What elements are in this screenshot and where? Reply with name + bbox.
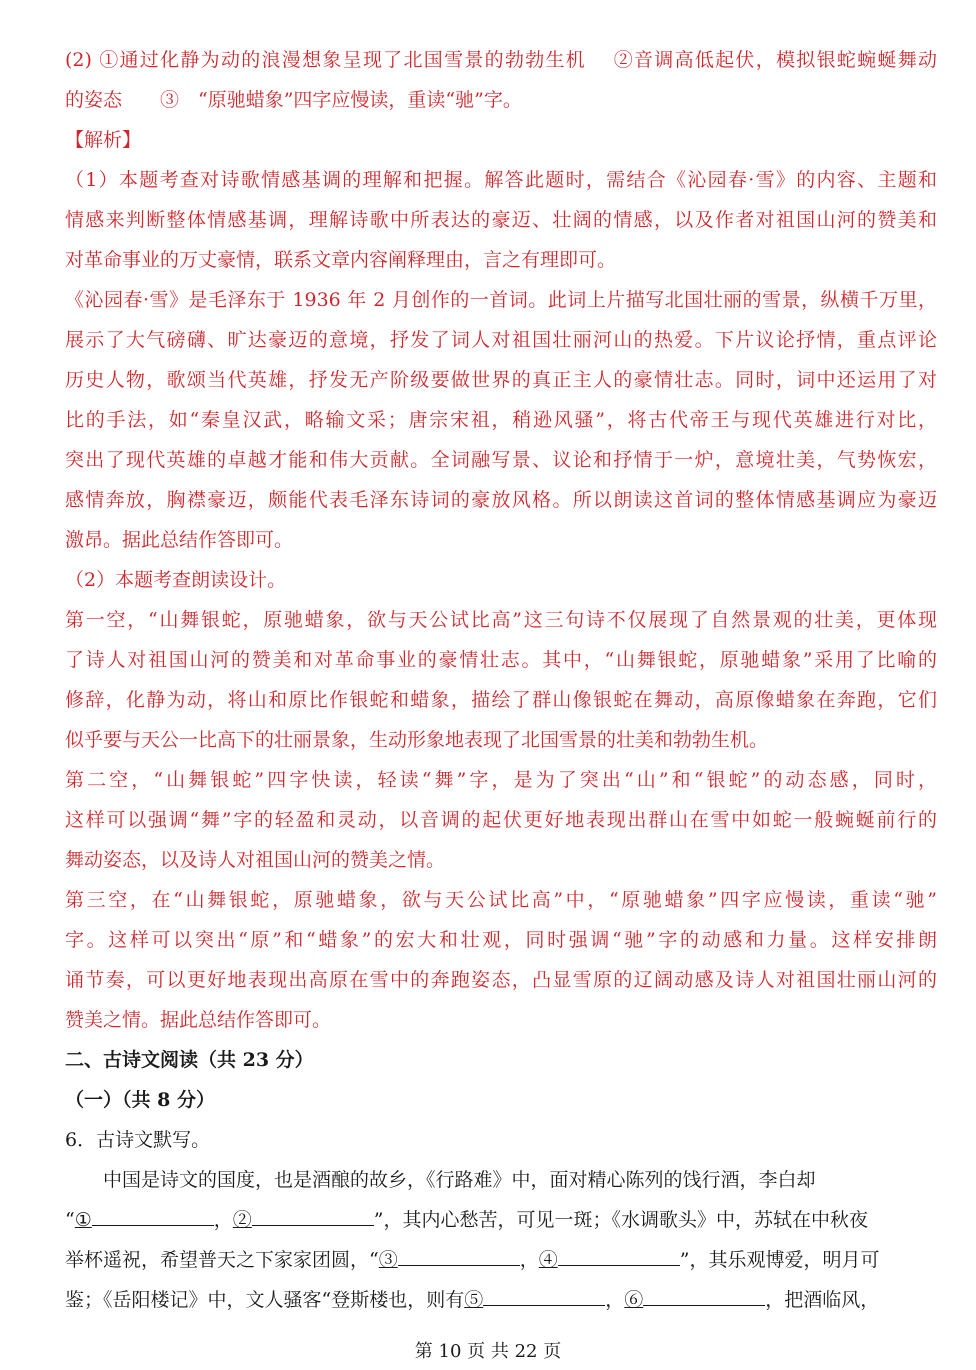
blank-6[interactable] (643, 1281, 765, 1306)
comma: ， (605, 1289, 625, 1311)
blank-number-2: ② (232, 1209, 252, 1231)
blank-number-5: ⑤ (464, 1289, 484, 1311)
paragraph-line: 激昂。据此总结作答即可。 (65, 529, 294, 551)
analysis-paragraph-5 (65, 760, 937, 880)
analysis-paragraph-3 (65, 560, 937, 600)
fill-in-line-2 (65, 1200, 937, 1240)
paragraph-line: 了诗人对祖国山河的赞美和对革命事业的豪情壮志。其中，“山舞银蛇，原驰蜡象”采用了比喻的 (65, 649, 937, 671)
paragraph-line: 感情奔放，胸襟豪迈，颇能代表毛泽东诗词的豪放风格。所以朗读这首词的整体情感基调应为豪迈 (65, 489, 937, 511)
paragraph-line: 对革命事业的万丈豪情，联系文章内容阐释理由，言之有理即可。 (65, 249, 617, 271)
paragraph-line: 第一空，“山舞银蛇，原驰蜡象，欲与天公试比高”这三句诗不仅展现了自然景观的壮美，更体现 (65, 609, 937, 631)
fill-in-line-4 (65, 1280, 937, 1320)
fill-in-text: ，把酒临风， (765, 1289, 880, 1311)
comma: ， (213, 1209, 233, 1231)
answer-line: 的姿态 ③ “原驰蜡象”四字应慢读，重读“驰”字。 (65, 89, 522, 111)
paragraph-line: （1）本题考查对诗歌情感基调的理解和把握。解答此题时，需结合《沁园春·雪》的内容、主题和 (65, 169, 937, 191)
paragraph-line: 似乎要与天公一比高下的壮丽景象，生动形象地表现了北国雪景的壮美和勃勃生机。 (65, 729, 769, 751)
blank-number-4: ④ (538, 1249, 558, 1271)
section-title: 二、古诗文阅读（共 23 分） (65, 1049, 314, 1071)
page-footer: 第 10 页 共 22 页 (414, 1341, 562, 1362)
paragraph-line: 舞动姿态，以及诗人对祖国山河的赞美之情。 (65, 849, 446, 871)
paragraph-line: 赞美之情。据此总结作答即可。 (65, 1009, 332, 1031)
paragraph-line: 《沁园春·雪》是毛泽东于 1936 年 2 月创作的一首词。此词上片描写北国壮丽的雪景，纵横千万里， (65, 289, 937, 311)
paragraph-line: 字。这样可以突出“原”和“蜡象”的宏大和壮观，同时强调“驰”字的动感和力量。这样安排朗 (65, 929, 937, 951)
paragraph-line: 修辞，化静为动，将山和原比作银蛇和蜡象，描绘了群山像银蛇在舞动，高原像蜡象在奔跑，它们 (65, 689, 937, 711)
paragraph-line: 情感来判断整体情感基调，理解诗歌中所表达的豪迈、壮阔的情感，以及作者对祖国山河的赞美和 (65, 209, 937, 231)
analysis-paragraph-4 (65, 600, 937, 760)
quote-mark: “ (65, 1209, 75, 1231)
blank-2[interactable] (252, 1201, 374, 1226)
paragraph-line: 历史人物，歌颂当代英雄，抒发无产阶级要做世界的真正主人的豪情壮志。同时，词中还运用了对 (65, 369, 937, 391)
fill-in-line-3 (65, 1240, 937, 1280)
analysis-heading: 【解析】 (65, 129, 142, 151)
blank-3[interactable] (398, 1241, 520, 1266)
fill-in-text: ”，其乐观博爱，明月可 (679, 1249, 880, 1271)
fill-in-text: 举杯遥祝，希望普天之下家家团圆，“ (65, 1249, 379, 1271)
analysis-paragraph-6 (65, 880, 937, 1040)
document-page (65, 40, 937, 1320)
blank-number-1: ① (74, 1209, 92, 1231)
analysis-paragraph-2 (65, 280, 937, 560)
paragraph-line: （2）本题考查朗读设计。 (65, 569, 287, 591)
paragraph-line: 第三空，在“山舞银蛇，原驰蜡象，欲与天公试比高”中，“原驰蜡象”四字应慢读，重读“驰” (65, 889, 937, 911)
paragraph-line: 比的手法，如“秦皇汉武，略输文采；唐宗宋祖，稍逊风骚”，将古代帝王与现代英雄进行对比， (65, 409, 937, 431)
blank-4[interactable] (558, 1241, 680, 1266)
paragraph-line: 突出了现代英雄的卓越才能和伟大贡献。全词融写景、议论和抒情于一炉，意境壮美，气势恢宏， (65, 449, 937, 471)
fill-in-text: 鉴；《岳阳楼记》中，文人骚客“登斯楼也，则有 (65, 1289, 465, 1311)
fill-in-text: ”，其内心愁苦，可见一斑；《水调歌头》中，苏轼在中秋夜 (373, 1209, 869, 1231)
blank-number-6: ⑥ (624, 1289, 644, 1311)
analysis-paragraph-1 (65, 160, 937, 280)
blank-number-3: ③ (378, 1249, 398, 1271)
paragraph-line: 诵节奏，可以更好地表现出高原在雪中的奔跑姿态，凸显雪原的辽阔动感及诗人对祖国壮丽山河的 (65, 969, 937, 991)
paragraph-line: 展示了大气磅礴、旷达豪迈的意境，抒发了词人对祖国壮丽河山的热爱。下片议论抒情，重点评论 (65, 329, 937, 351)
comma: ， (519, 1249, 539, 1271)
blank-1[interactable] (92, 1201, 214, 1226)
question-title: 6．古诗文默写。 (65, 1129, 211, 1151)
fill-in-intro: 中国是诗文的国度，也是酒酿的故乡，《行路难》中，面对精心陈列的饯行酒，李白却 (103, 1169, 816, 1191)
blank-5[interactable] (483, 1281, 605, 1306)
answer-line: (2) ①通过化静为动的浪漫想象呈现了北国雪景的勃勃生机 ②音调高低起伏，模拟银蛇蜿蜒舞动 (65, 49, 937, 71)
paragraph-line: 第二空，“山舞银蛇”四字快读，轻读“舞”字，是为了突出“山”和“银蛇”的动态感，同时， (65, 769, 937, 791)
paragraph-line: 这样可以强调“舞”字的轻盈和灵动，以音调的起伏更好地表现出群山在雪中如蛇一般蜿蜒前行的 (65, 809, 937, 831)
section-subtitle: （一）（共 8 分） (65, 1089, 215, 1111)
